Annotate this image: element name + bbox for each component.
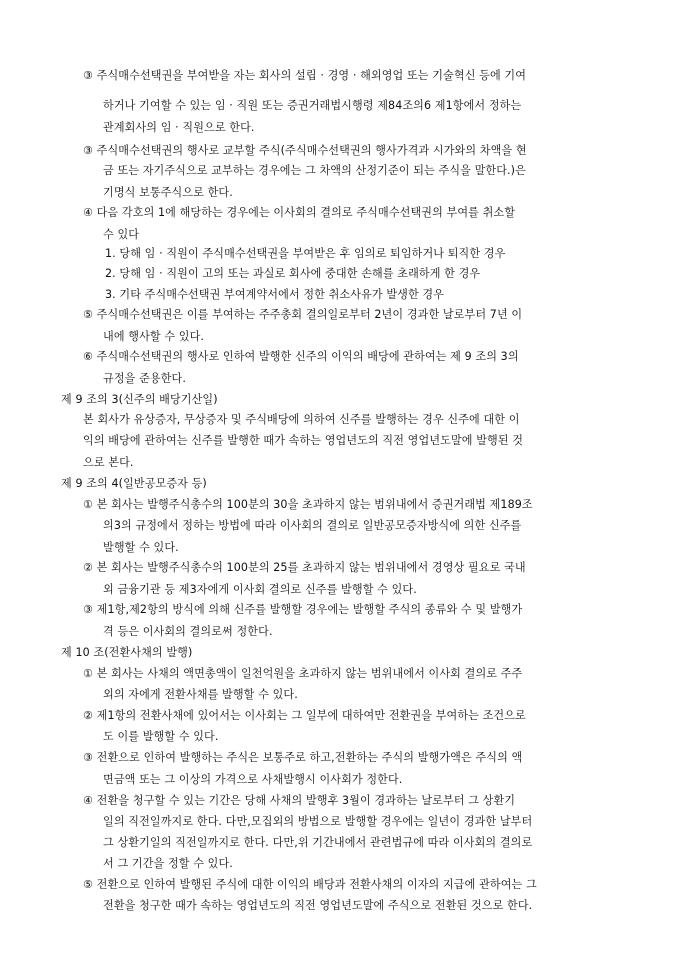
text-line: ③ 주식매수선택권의 행사로 교부할 주식(주식매수선택권의 행사가격과 시가와의 차액을 현 bbox=[83, 144, 527, 157]
text-line: ② 제1항의 전환사채에 있어서는 이사회는 그 일부에 대하여만 전환권을 부여하는 조건으로 bbox=[83, 709, 526, 722]
text-line: 익의 배당에 관하여는 신주를 발행한 때가 속하는 영업년도의 직전 영업년도말에 발행된 것 bbox=[83, 434, 524, 447]
text-line: 본 회사가 유상증자, 무상증자 및 주식배당에 의하여 신주를 발행하는 경우 신주에 대한 이 bbox=[83, 413, 520, 426]
text-line: 규정을 준용한다. bbox=[103, 372, 186, 385]
text-line: 3. 기타 주식매수선택권 부여계약서에서 정한 취소사유가 발생한 경우 bbox=[105, 288, 445, 301]
text-line: ③ 주식매수선택권을 부여받을 자는 회사의 설립 · 경영 · 해외영업 또는 기술혁신 등에 기여 bbox=[83, 69, 527, 82]
text-line: 일의 직전일까지로 한다. 다만,모집외의 방법으로 발행할 경우에는 일년이 경과한 날부터 bbox=[103, 815, 533, 828]
text-line: 내에 행사할 수 있다. bbox=[103, 330, 205, 343]
text-line: 1. 당해 임 · 직원이 주식매수선택권을 부여받은 후 임의로 퇴임하거나 퇴직한 경우 bbox=[105, 247, 506, 260]
text-line: ③ 전환으로 인하여 발행하는 주식은 보통주로 하고,전환하는 주식의 발행가액은 주식의 액 bbox=[83, 751, 523, 764]
text-line: 수 있다 bbox=[103, 228, 140, 241]
text-line: ① 본 회사는 발행주식총수의 100분의 30을 초과하지 않는 범위내에서 증권거래법 제189조 bbox=[83, 498, 533, 511]
text-line: 그 상환기일의 직전일까지로 한다. 다만,위 기간내에서 관련법규에 따라 이사회의 결의로 bbox=[103, 836, 533, 849]
text-line: 기명식 보통주식으로 한다. bbox=[103, 186, 233, 199]
text-line: 도 이를 발행할 수 있다. bbox=[103, 730, 219, 743]
text-line: ③ 제1항,제2항의 방식에 의해 신주를 발행할 경우에는 발행할 주식의 종류와 수 및 발행가 bbox=[83, 603, 523, 616]
text-line: 하거나 기여할 수 있는 임 · 직원 또는 증권거래법시행령 제84조의6 제1항에서 정하는 bbox=[103, 99, 522, 112]
text-line: 서 그 기간을 정할 수 있다. bbox=[103, 857, 233, 870]
text-line: ④ 다음 각호의 1에 해당하는 경우에는 이사회의 결의로 주식매수선택권의 부여를 취소할 bbox=[83, 206, 516, 219]
text-line: ① 본 회사는 사채의 액면총액이 일천억원을 초과하지 않는 범위내에서 이사회 결의로 주주 bbox=[83, 667, 523, 680]
text-line: ④ 전환을 청구할 수 있는 기간은 당해 사채의 발행후 3월이 경과하는 날로부터 그 상환기 bbox=[83, 794, 516, 807]
article-heading: 제 10 조(전환사채의 발행) bbox=[61, 646, 193, 659]
text-line: 관계회사의 임 · 직원으로 한다. bbox=[103, 121, 255, 134]
text-line: ⑤ 주식매수선택권은 이를 부여하는 주주총회 결의일로부터 2년이 경과한 날로부터 7년 이 bbox=[83, 308, 523, 321]
text-line: 외의 자에게 전환사채를 발행할 수 있다. bbox=[103, 688, 298, 701]
text-line: 외 금융기관 등 제3자에게 이사회 결의로 신주를 발행할 수 있다. bbox=[103, 583, 417, 596]
article-heading: 제 9 조의 3(신주의 배당기산일) bbox=[61, 393, 218, 406]
text-line: 발행할 수 있다. bbox=[103, 541, 179, 554]
text-line: ⑥ 주식매수선택권의 행사로 인하여 발행한 신주의 이익의 배당에 관하여는 제 9 조의 3의 bbox=[83, 350, 519, 363]
text-line: ⑤ 전환으로 인하여 발행된 주식에 대한 이익의 배당과 전환사채의 이자의 지급에 관하여는 그 bbox=[83, 878, 537, 891]
text-line: 전환을 청구한 때가 속하는 영업년도의 직전 영업년도말에 주식으로 전환된 것으로 한다. bbox=[103, 899, 533, 912]
text-line: 면금액 또는 그 이상의 가격으로 사채발행시 이사회가 정한다. bbox=[103, 773, 403, 786]
text-line: 의3의 규정에서 정하는 방법에 따라 이사회의 결의로 일반공모증자방식에 의한 신주를 bbox=[103, 519, 522, 532]
article-heading: 제 9 조의 4(일반공모증자 등) bbox=[61, 477, 207, 490]
text-line: 으로 본다. bbox=[83, 456, 134, 469]
text-line: 2. 당해 임 · 직원이 고의 또는 과실로 회사에 중대한 손해를 초래하게 한 경우 bbox=[105, 267, 481, 280]
text-line: 금 또는 자기주식으로 교부하는 경우에는 그 차액의 산정기준이 되는 주식을 말한다.)은 bbox=[103, 164, 526, 177]
text-line: 격 등은 이사회의 결의로써 정한다. bbox=[103, 625, 273, 638]
text-line: ② 본 회사는 발행주식총수의 100분의 25를 초과하지 않는 범위내에서 경영상 필요로 국내 bbox=[83, 561, 526, 574]
